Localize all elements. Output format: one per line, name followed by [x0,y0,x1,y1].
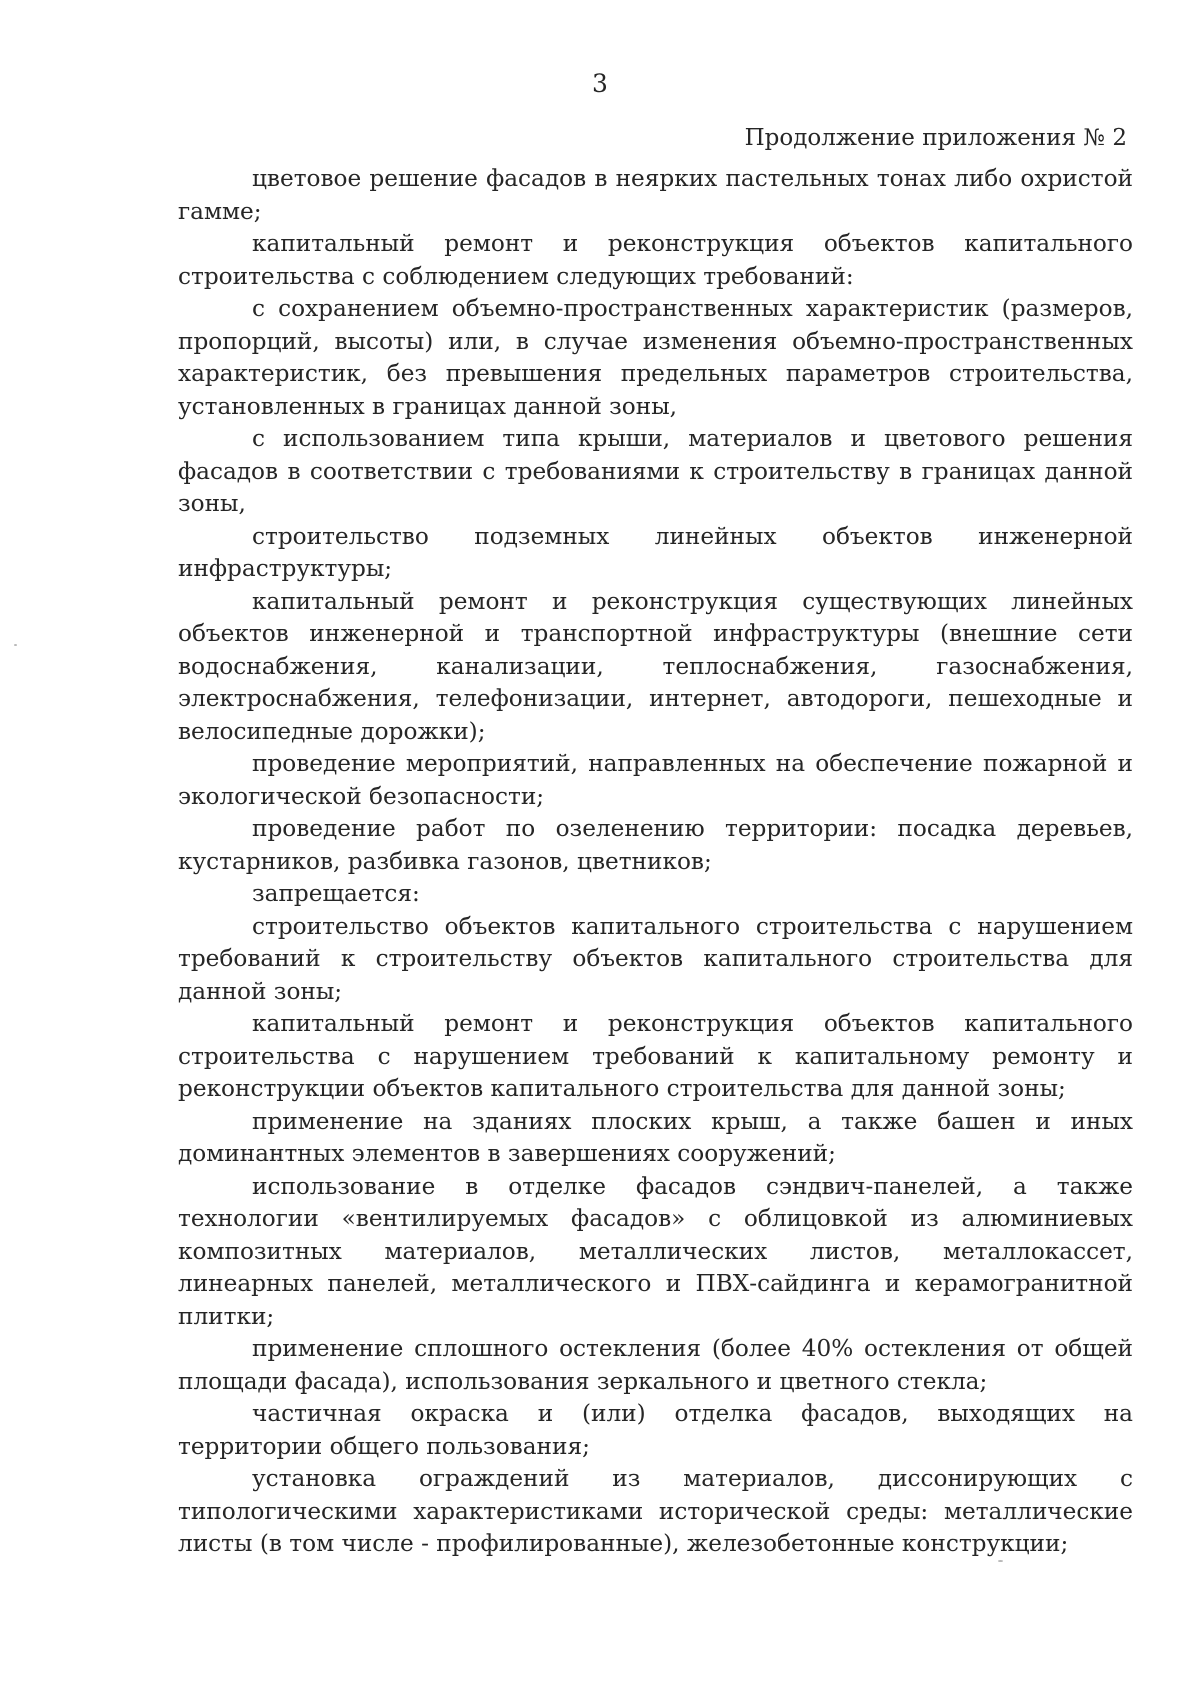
scan-speck [14,644,17,646]
document-body [178,163,1133,1561]
paragraph: частичная окраска и (или) отделка фасадов, выходящих на территории общего пользования; [178,1400,1133,1460]
scan-speck [998,1560,1003,1562]
paragraph: капитальный ремонт и реконструкция существующих линейных объектов инженерной и транспортной инфраструктуры (внешние сети водоснабжения, канализации, теплоснабжения, газоснабжения, электроснабжения, телефонизации, интернет, автодороги, пешеходные и велосипедные дорожки); [178,587,1133,745]
paragraph: капитальный ремонт и реконструкция объектов капитального строительства с соблюдением следующих требований: [178,230,1133,290]
paragraph: установка ограждений из материалов, диссонирующих с типологическими характеристиками исторической среды: металлические листы (в том числе - профилированные), железобетонные конструкции; [178,1465,1133,1557]
paragraph: применение на зданиях плоских крыш, а также башен и иных доминантных элементов в завершениях сооружений; [178,1107,1133,1167]
paragraph: с сохранением объемно-пространственных характеристик (размеров, пропорций, высоты) или, в случае изменения объемно-пространственных характеристик, без превышения предельных параметров строительства, установленных в границах данной зоны, [178,295,1133,420]
paragraph: цветовое решение фасадов в неярких пастельных тонах либо охристой гамме; [178,165,1133,225]
paragraph: применение сплошного остекления (более 40% остекления от общей площади фасада), использования зеркального и цветного стекла; [178,1335,1133,1395]
paragraph: строительство подземных линейных объектов инженерной инфраструктуры; [178,522,1133,582]
paragraph: запрещается: [252,880,420,907]
appendix-continuation-label: Продолжение приложения № 2 [744,125,1127,151]
paragraph: проведение мероприятий, направленных на обеспечение пожарной и экологической безопасности; [178,750,1133,810]
paragraph: использование в отделке фасадов сэндвич-панелей, а также технологии «вентилируемых фасадов» с облицовкой из алюминиевых композитных материалов, металлических листов, металлокассет, линеарных панелей, металлического и ПВХ-сайдинга и керамогранитной плитки; [178,1172,1133,1330]
paragraph: капитальный ремонт и реконструкция объектов капитального строительства с нарушением требований к капитальному ремонту и реконструкции объектов капитального строительства для данной зоны; [178,1010,1133,1102]
paragraph: с использованием типа крыши, материалов и цветового решения фасадов в соответствии с требованиями к строительству в границах данной зоны, [178,425,1133,517]
paragraph: проведение работ по озеленению территории: посадка деревьев, кустарников, разбивка газонов, цветников; [178,815,1133,875]
page-number: 3 [592,69,608,98]
paragraph: строительство объектов капитального строительства с нарушением требований к строительству объектов капитального строительства для данной зоны; [178,912,1133,1005]
